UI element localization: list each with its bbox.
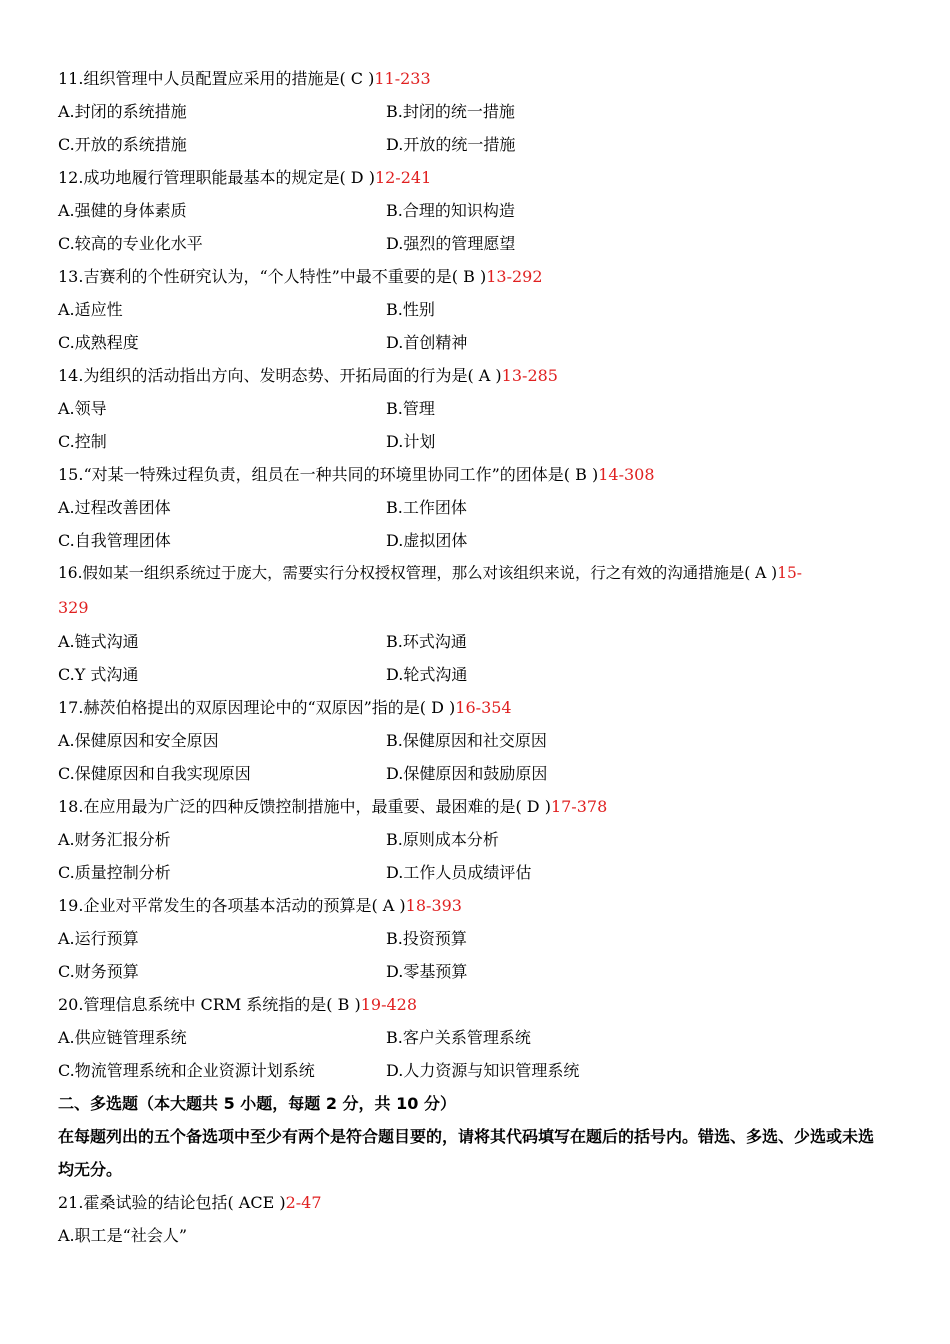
- option-b: B.合理的知识构造: [386, 201, 515, 220]
- question-12: [58, 161, 888, 194]
- option-row: [58, 1021, 888, 1054]
- option-a: A.强健的身体素质: [58, 201, 187, 220]
- option-c: C.较高的专业化水平: [58, 234, 203, 253]
- option-a: A.供应链管理系统: [58, 1028, 187, 1047]
- option-c: C.Y 式沟通: [58, 665, 139, 684]
- page-reference: 2-47: [285, 1193, 322, 1212]
- question-19: [58, 889, 888, 922]
- option-a: A.过程改善团体: [58, 498, 171, 517]
- option-d: D.虚拟团体: [386, 531, 468, 550]
- option-row: [58, 524, 888, 557]
- question-18: [58, 790, 888, 823]
- option-b: B.管理: [386, 399, 435, 418]
- option-a: A.领导: [58, 399, 107, 418]
- option-row: [58, 425, 888, 458]
- page-reference: 12-241: [374, 168, 432, 187]
- page-reference: 13-285: [501, 366, 558, 385]
- question-stem: 11.组织管理中人员配置应采用的措施是( C ): [58, 69, 375, 88]
- option-b: B.性别: [386, 300, 435, 319]
- option-row: [58, 1219, 888, 1252]
- option-row: [58, 856, 888, 889]
- option-a: A.链式沟通: [58, 632, 139, 651]
- option-row: [58, 625, 888, 658]
- option-b: B.原则成本分析: [386, 830, 499, 849]
- question-stem: 13.吉赛利的个性研究认为，“个人特性”中最不重要的是( B ): [58, 267, 487, 286]
- option-d: D.人力资源与知识管理系统: [386, 1061, 580, 1080]
- option-row: [58, 293, 888, 326]
- option-a: A.运行预算: [58, 929, 139, 948]
- option-c: C.开放的系统措施: [58, 135, 187, 154]
- question-14: [58, 359, 888, 392]
- option-a: A.适应性: [58, 300, 123, 319]
- option-d: D.轮式沟通: [386, 665, 468, 684]
- question-stem: 12.成功地履行管理职能最基本的规定是( D ): [58, 168, 375, 187]
- option-a: A.职工是“社会人”: [58, 1226, 188, 1245]
- option-d: D.强烈的管理愿望: [386, 234, 516, 253]
- option-d: D.保健原因和鼓励原因: [386, 764, 548, 783]
- option-a: A.财务汇报分析: [58, 830, 171, 849]
- option-row: [58, 1054, 888, 1087]
- question-20: [58, 988, 888, 1021]
- question-stem: 14.为组织的活动指出方向、发明态势、开拓局面的行为是( A ): [58, 366, 502, 385]
- option-row: [58, 326, 888, 359]
- option-a: A.封闭的系统措施: [58, 102, 187, 121]
- page-reference: 15-: [777, 564, 802, 582]
- option-b: B.保健原因和社交原因: [386, 731, 547, 750]
- option-row: [58, 227, 888, 260]
- section-instruction: 在每题列出的五个备选项中至少有两个是符合题目要的，请将其代码填写在题后的括号内。错选、多选、少选或未选均无分。: [58, 1127, 875, 1179]
- option-row: [58, 724, 888, 757]
- page-reference: 16-354: [455, 698, 512, 717]
- option-d: D.首创精神: [386, 333, 468, 352]
- page-reference: 14-308: [598, 465, 655, 484]
- option-b: B.环式沟通: [386, 632, 467, 651]
- question-stem: 20.管理信息系统中 CRM 系统指的是( B ): [58, 995, 361, 1014]
- option-c: C.保健原因和自我实现原因: [58, 764, 251, 783]
- question-stem: 17.赫茨伯格提出的双原因理论中的“双原因”指的是( D ): [58, 698, 456, 717]
- question-stem: 21.霍桑试验的结论包括( ACE ): [58, 1193, 286, 1212]
- option-c: C.成熟程度: [58, 333, 139, 352]
- option-row: [58, 658, 888, 691]
- option-c: C.物流管理系统和企业资源计划系统: [58, 1061, 315, 1080]
- question-17: [58, 691, 888, 724]
- question-stem: 18.在应用最为广泛的四种反馈控制措施中，最重要、最困难的是( D ): [58, 797, 551, 816]
- question-stem: 16.假如某一组织系统过于庞大，需要实行分权授权管理，那么对该组织来说，行之有效的沟通措施是( A ): [58, 564, 778, 582]
- option-c: C.自我管理团体: [58, 531, 171, 550]
- question-stem: 19.企业对平常发生的各项基本活动的预算是( A ): [58, 896, 406, 915]
- option-b: B.工作团体: [386, 498, 467, 517]
- option-row: [58, 491, 888, 524]
- option-b: B.客户关系管理系统: [386, 1028, 531, 1047]
- option-b: B.投资预算: [386, 929, 467, 948]
- page-reference: 11-233: [374, 69, 431, 88]
- option-row: [58, 922, 888, 955]
- exam-document: [58, 62, 888, 1252]
- option-row: [58, 95, 888, 128]
- page-reference: 18-393: [405, 896, 462, 915]
- option-d: D.工作人员成绩评估: [386, 863, 532, 882]
- option-row: [58, 194, 888, 227]
- question-21: [58, 1186, 888, 1219]
- page-reference: 19-428: [360, 995, 418, 1014]
- option-d: D.零基预算: [386, 962, 468, 981]
- option-a: A.保健原因和安全原因: [58, 731, 219, 750]
- section-title: 二、多选题（本大题共 5 小题，每题 2 分，共 10 分）: [58, 1094, 456, 1113]
- question-15: [58, 458, 888, 491]
- option-c: C.控制: [58, 432, 107, 451]
- option-row: [58, 823, 888, 856]
- option-d: D.开放的统一措施: [386, 135, 516, 154]
- option-row: [58, 392, 888, 425]
- page-reference: 13-292: [486, 267, 543, 286]
- option-c: C.财务预算: [58, 962, 139, 981]
- question-stem: 15.“对某一特殊过程负责，组员在一种共同的环境里协同工作”的团体是( B ): [58, 465, 599, 484]
- question-16: [58, 557, 888, 590]
- option-d: D.计划: [386, 432, 436, 451]
- option-row: [58, 757, 888, 790]
- question-11: [58, 62, 888, 95]
- page-reference-continued: 329: [58, 598, 89, 617]
- question-13: [58, 260, 888, 293]
- option-b: B.封闭的统一措施: [386, 102, 515, 121]
- option-row: [58, 955, 888, 988]
- page-reference: 17-378: [550, 797, 608, 816]
- option-row: [58, 128, 888, 161]
- option-c: C.质量控制分析: [58, 863, 171, 882]
